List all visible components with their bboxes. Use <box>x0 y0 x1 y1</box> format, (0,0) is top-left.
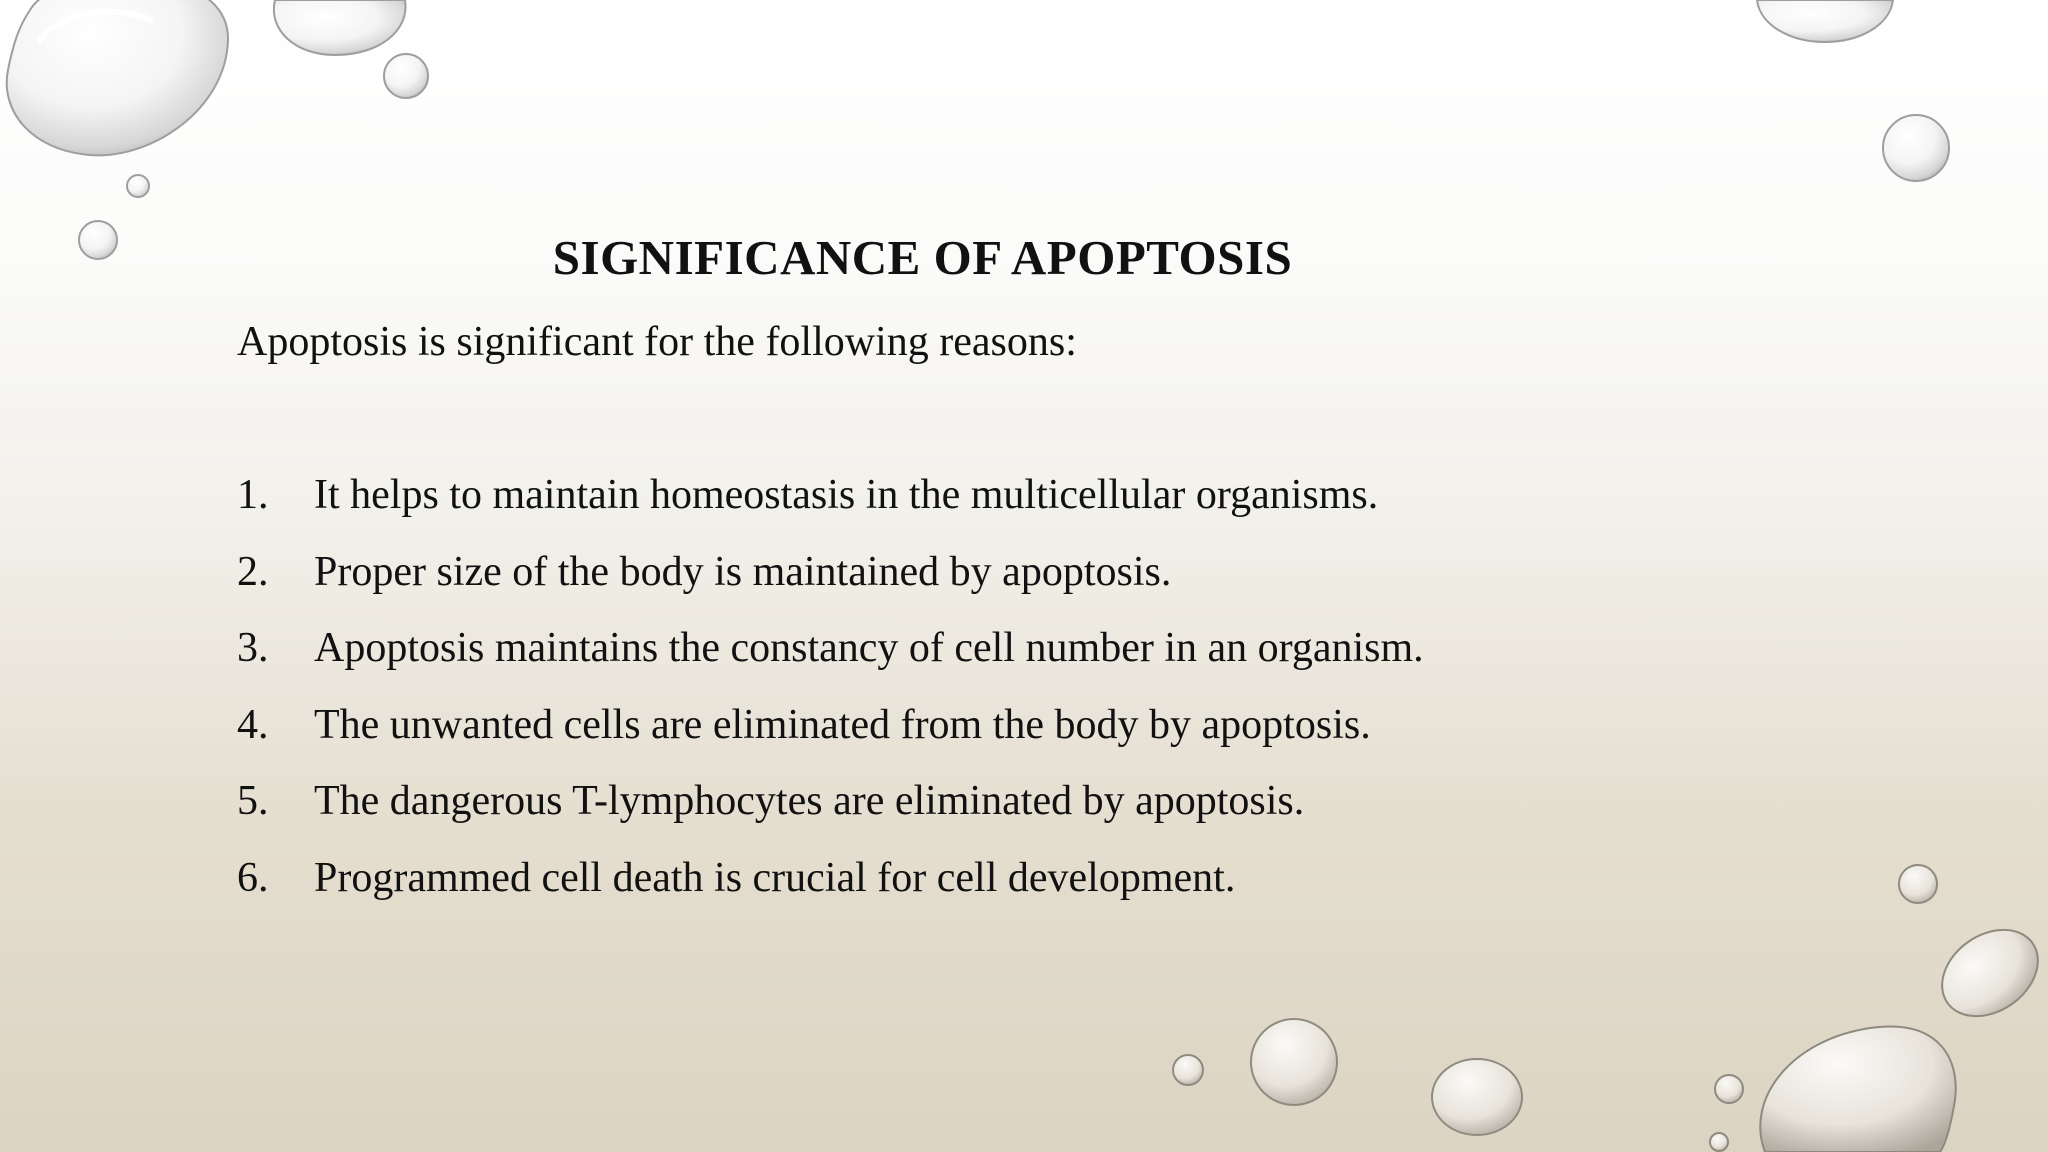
list-item-number: 3. <box>237 625 269 672</box>
list-item-number: 1. <box>237 472 269 518</box>
list-item <box>237 771 1424 848</box>
water-drop <box>1899 865 1937 903</box>
water-drop <box>1926 912 2048 1034</box>
intro-text: Apoptosis is significant for the following reasons: <box>237 319 1077 365</box>
water-drop <box>1883 115 1949 181</box>
list-item <box>237 465 1424 542</box>
reasons-list <box>237 465 1424 925</box>
list-item <box>237 542 1424 619</box>
list-item-text: Proper size of the body is maintained by apoptosis. <box>314 548 1172 595</box>
water-drop <box>1710 1133 1728 1151</box>
list-item-number: 2. <box>237 548 269 595</box>
list-item-text: The unwanted cells are eliminated from the body by apoptosis. <box>314 701 1371 748</box>
list-item-number: 5. <box>237 778 269 825</box>
list-item-text: Apoptosis maintains the constancy of cell number in an organism. <box>314 625 1424 672</box>
water-drop <box>1760 1027 1955 1152</box>
water-drop <box>1757 0 1893 42</box>
water-drop <box>1251 1019 1337 1105</box>
water-drop <box>384 54 428 98</box>
water-drop <box>1432 1059 1522 1135</box>
list-item <box>237 848 1424 925</box>
water-drop <box>1715 1075 1743 1103</box>
list-item <box>237 618 1424 695</box>
slide-title: SIGNIFICANCE OF APOPTOSIS <box>552 230 1293 285</box>
water-drop <box>274 0 406 55</box>
list-item-text: Programmed cell death is crucial for cell development. <box>314 854 1236 901</box>
list-item <box>237 695 1424 772</box>
list-item-number: 4. <box>237 701 269 748</box>
list-item-number: 6. <box>237 854 269 901</box>
water-drop <box>7 0 228 155</box>
water-drop <box>127 175 149 197</box>
water-drop <box>1173 1055 1203 1085</box>
list-item-text: The dangerous T-lymphocytes are eliminated by apoptosis. <box>314 778 1305 825</box>
list-item-text: It helps to maintain homeostasis in the multicellular organisms. <box>314 472 1379 518</box>
